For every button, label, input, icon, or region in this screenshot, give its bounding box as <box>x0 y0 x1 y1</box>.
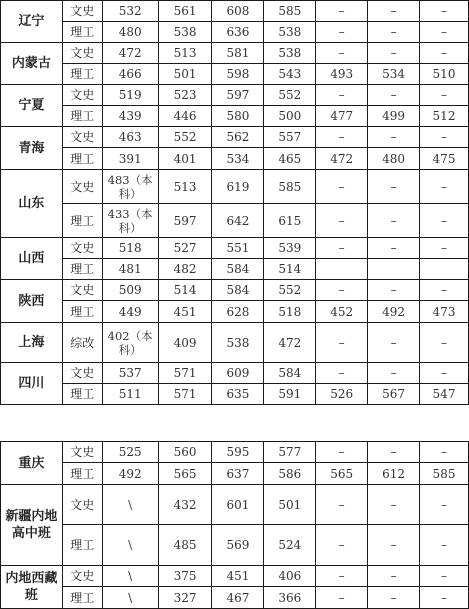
subject-type-cell: 理工 <box>62 301 102 323</box>
score-cell: 636 <box>212 22 264 43</box>
table-row <box>1 463 469 485</box>
score-cell: 585 <box>264 170 316 204</box>
province-cell: 重庆 <box>1 442 63 485</box>
score-cell: – <box>316 43 368 64</box>
score-cell: – <box>316 204 368 238</box>
score-cell: – <box>420 363 469 384</box>
score-cell: 514 <box>158 280 212 301</box>
score-cell: \ <box>102 587 158 609</box>
score-cell: 565 <box>158 463 212 485</box>
score-cell: – <box>420 170 469 204</box>
score-cell: 612 <box>368 463 420 485</box>
subject-type-cell: 理工 <box>62 106 102 127</box>
score-cell: 402（本科） <box>102 323 158 363</box>
score-cell: 480 <box>102 22 158 43</box>
table-row <box>1 127 469 148</box>
subject-type-cell: 理工 <box>62 463 102 485</box>
score-cell: – <box>420 22 469 43</box>
score-cell: 571 <box>158 363 212 384</box>
score-cell: 481 <box>102 259 158 280</box>
score-cell: – <box>368 363 420 384</box>
score-cell: – <box>420 43 469 64</box>
score-cell: 439 <box>102 106 158 127</box>
score-cell: 539 <box>264 238 316 259</box>
score-cell: 483（本科） <box>102 170 158 204</box>
score-cell: 511 <box>102 384 158 405</box>
table-row <box>1 566 469 587</box>
subject-type-cell: 文史 <box>62 280 102 301</box>
score-cell: 569 <box>212 525 264 566</box>
table-row <box>1 259 469 280</box>
score-cell: – <box>420 323 469 363</box>
score-cell: 609 <box>212 363 264 384</box>
score-cell: 525 <box>102 442 158 463</box>
score-cell: 597 <box>158 204 212 238</box>
table-row <box>1 525 469 566</box>
score-cell: 510 <box>420 64 469 85</box>
province-cell: 青海 <box>1 127 63 170</box>
subject-type-cell: 理工 <box>62 64 102 85</box>
score-cell: 366 <box>264 587 316 609</box>
score-cell: – <box>316 323 368 363</box>
score-cell: – <box>420 1 469 22</box>
score-cell: 433（本科） <box>102 204 158 238</box>
score-cell: \ <box>102 566 158 587</box>
subject-type-cell: 文史 <box>62 43 102 64</box>
table-row <box>1 587 469 609</box>
score-cell: – <box>420 566 469 587</box>
score-cell: 567 <box>368 384 420 405</box>
score-cell: – <box>316 363 368 384</box>
subject-type-cell: 文史 <box>62 127 102 148</box>
subject-type-cell: 理工 <box>62 525 102 566</box>
score-cell: – <box>368 587 420 609</box>
score-cell: 493 <box>316 64 368 85</box>
score-cell: – <box>368 204 420 238</box>
score-cell: 565 <box>316 463 368 485</box>
subject-type-cell: 文史 <box>62 1 102 22</box>
table-row <box>1 442 469 463</box>
score-cell: – <box>316 525 368 566</box>
score-cell: – <box>420 442 469 463</box>
table-row <box>1 280 469 301</box>
table-row <box>1 106 469 127</box>
score-cell: 501 <box>264 485 316 525</box>
score-cell: – <box>316 1 368 22</box>
subject-type-cell: 文史 <box>62 170 102 204</box>
subject-type-cell: 理工 <box>62 148 102 170</box>
subject-type-cell: 文史 <box>62 566 102 587</box>
province-cell: 宁夏 <box>1 85 63 127</box>
score-cell: 480 <box>368 148 420 170</box>
subject-type-cell: 综改 <box>62 323 102 363</box>
score-cell: 538 <box>158 22 212 43</box>
score-cell: 518 <box>264 301 316 323</box>
score-cell: – <box>420 85 469 106</box>
score-cell: – <box>420 485 469 525</box>
score-cell: 560 <box>158 442 212 463</box>
score-cell: 552 <box>158 127 212 148</box>
table-row <box>1 85 469 106</box>
score-cell: 584 <box>212 280 264 301</box>
table-row <box>1 170 469 204</box>
score-cell: 500 <box>264 106 316 127</box>
score-cell: 512 <box>420 106 469 127</box>
subject-type-cell: 文史 <box>62 238 102 259</box>
province-cell: 新疆内地高中班 <box>1 485 63 566</box>
score-cell: – <box>368 1 420 22</box>
score-cell: 586 <box>264 463 316 485</box>
score-cell: 527 <box>158 238 212 259</box>
score-cell: – <box>316 485 368 525</box>
table-row <box>1 363 469 384</box>
score-cell: 401 <box>158 148 212 170</box>
score-cell: – <box>368 85 420 106</box>
score-cell: 562 <box>212 127 264 148</box>
province-cell: 上海 <box>1 323 63 363</box>
score-cell: 451 <box>158 301 212 323</box>
score-cell: 635 <box>212 384 264 405</box>
score-cell: 584 <box>212 259 264 280</box>
score-cell: 619 <box>212 170 264 204</box>
score-cell: 534 <box>212 148 264 170</box>
score-cell: 642 <box>212 204 264 238</box>
score-cell: – <box>420 127 469 148</box>
subject-type-cell: 理工 <box>62 204 102 238</box>
province-cell: 山东 <box>1 170 63 238</box>
score-cell: 513 <box>158 170 212 204</box>
subject-type-cell: 理工 <box>62 587 102 609</box>
score-cell: 432 <box>158 485 212 525</box>
score-cell: – <box>368 43 420 64</box>
score-cell: \ <box>102 485 158 525</box>
score-cell: 524 <box>264 525 316 566</box>
table-row <box>1 384 469 405</box>
table-row <box>1 43 469 64</box>
score-cell: 327 <box>158 587 212 609</box>
score-cell: 581 <box>212 43 264 64</box>
admission-score-table-bottom <box>0 441 469 609</box>
score-cell: – <box>420 587 469 609</box>
score-cell: 526 <box>316 384 368 405</box>
score-cell: 467 <box>212 587 264 609</box>
subject-type-cell: 文史 <box>62 485 102 525</box>
score-cell: – <box>316 85 368 106</box>
subject-type-cell: 文史 <box>62 85 102 106</box>
subject-type-cell: 理工 <box>62 259 102 280</box>
table-row <box>1 1 469 22</box>
score-cell: 472 <box>102 43 158 64</box>
score-cell: – <box>368 127 420 148</box>
score-cell: 375 <box>158 566 212 587</box>
score-cell: 514 <box>264 259 316 280</box>
score-cell: 577 <box>264 442 316 463</box>
score-cell: 615 <box>264 204 316 238</box>
score-cell: – <box>368 280 420 301</box>
table-row <box>1 22 469 43</box>
score-cell: – <box>368 525 420 566</box>
province-cell: 陕西 <box>1 280 63 323</box>
score-cell: – <box>368 323 420 363</box>
score-cell: – <box>420 238 469 259</box>
score-cell: – <box>316 587 368 609</box>
score-cell: 547 <box>420 384 469 405</box>
score-cell: 571 <box>158 384 212 405</box>
score-cell: 595 <box>212 442 264 463</box>
score-cell: 513 <box>158 43 212 64</box>
score-cell: – <box>316 238 368 259</box>
province-cell: 山西 <box>1 238 63 280</box>
subject-type-cell: 理工 <box>62 384 102 405</box>
score-cell: 551 <box>212 238 264 259</box>
score-cell: 552 <box>264 85 316 106</box>
score-cell <box>368 259 420 280</box>
score-cell: 534 <box>368 64 420 85</box>
table-row <box>1 485 469 525</box>
score-cell: 585 <box>420 463 469 485</box>
score-cell: 543 <box>264 64 316 85</box>
score-cell: 537 <box>102 363 158 384</box>
score-cell: 449 <box>102 301 158 323</box>
score-cell: 406 <box>264 566 316 587</box>
subject-type-cell: 文史 <box>62 363 102 384</box>
table-row <box>1 301 469 323</box>
score-cell <box>420 259 469 280</box>
score-cell: – <box>368 442 420 463</box>
score-cell: 608 <box>212 1 264 22</box>
score-cell: 561 <box>158 1 212 22</box>
score-cell: 585 <box>264 1 316 22</box>
score-cell: – <box>316 127 368 148</box>
score-cell: 485 <box>158 525 212 566</box>
score-cell: – <box>368 170 420 204</box>
score-cell: – <box>316 566 368 587</box>
score-cell: 509 <box>102 280 158 301</box>
score-cell: 465 <box>264 148 316 170</box>
score-cell: 452 <box>316 301 368 323</box>
score-cell: 628 <box>212 301 264 323</box>
score-cell: 409 <box>158 323 212 363</box>
score-cell: 472 <box>264 323 316 363</box>
score-cell: 473 <box>420 301 469 323</box>
score-cell <box>316 259 368 280</box>
table-row <box>1 323 469 363</box>
score-cell: 477 <box>316 106 368 127</box>
score-cell: 597 <box>212 85 264 106</box>
score-cell: 472 <box>316 148 368 170</box>
score-cell: 532 <box>102 1 158 22</box>
score-cell: 538 <box>264 43 316 64</box>
score-cell: 552 <box>264 280 316 301</box>
table-row <box>1 64 469 85</box>
score-cell: – <box>420 204 469 238</box>
score-cell: 518 <box>102 238 158 259</box>
table-row <box>1 148 469 170</box>
score-cell: – <box>420 280 469 301</box>
score-cell: – <box>316 280 368 301</box>
score-cell: 482 <box>158 259 212 280</box>
score-cell: – <box>316 22 368 43</box>
score-cell: 492 <box>102 463 158 485</box>
score-cell: – <box>316 442 368 463</box>
score-cell: 501 <box>158 64 212 85</box>
score-cell: 580 <box>212 106 264 127</box>
score-cell: – <box>368 238 420 259</box>
score-cell: 492 <box>368 301 420 323</box>
score-cell: 446 <box>158 106 212 127</box>
score-cell: 463 <box>102 127 158 148</box>
score-cell: 584 <box>264 363 316 384</box>
score-cell: – <box>420 525 469 566</box>
score-cell: 598 <box>212 64 264 85</box>
score-cell: – <box>368 22 420 43</box>
score-cell: 523 <box>158 85 212 106</box>
province-cell: 内地西藏班 <box>1 566 63 609</box>
score-cell: 391 <box>102 148 158 170</box>
subject-type-cell: 理工 <box>62 22 102 43</box>
score-cell: 466 <box>102 64 158 85</box>
table-row <box>1 238 469 259</box>
score-cell: 499 <box>368 106 420 127</box>
score-cell: 601 <box>212 485 264 525</box>
score-cell: 557 <box>264 127 316 148</box>
score-cell: 475 <box>420 148 469 170</box>
province-cell: 内蒙古 <box>1 43 63 85</box>
table-row <box>1 204 469 238</box>
score-cell: 637 <box>212 463 264 485</box>
score-cell: 451 <box>212 566 264 587</box>
score-cell: – <box>368 485 420 525</box>
province-cell: 四川 <box>1 363 63 405</box>
score-cell: 538 <box>264 22 316 43</box>
subject-type-cell: 文史 <box>62 442 102 463</box>
score-cell: 538 <box>212 323 264 363</box>
score-cell: 591 <box>264 384 316 405</box>
score-cell: \ <box>102 525 158 566</box>
score-cell: 519 <box>102 85 158 106</box>
score-cell: – <box>368 566 420 587</box>
province-cell: 辽宁 <box>1 1 63 43</box>
score-cell: – <box>316 170 368 204</box>
